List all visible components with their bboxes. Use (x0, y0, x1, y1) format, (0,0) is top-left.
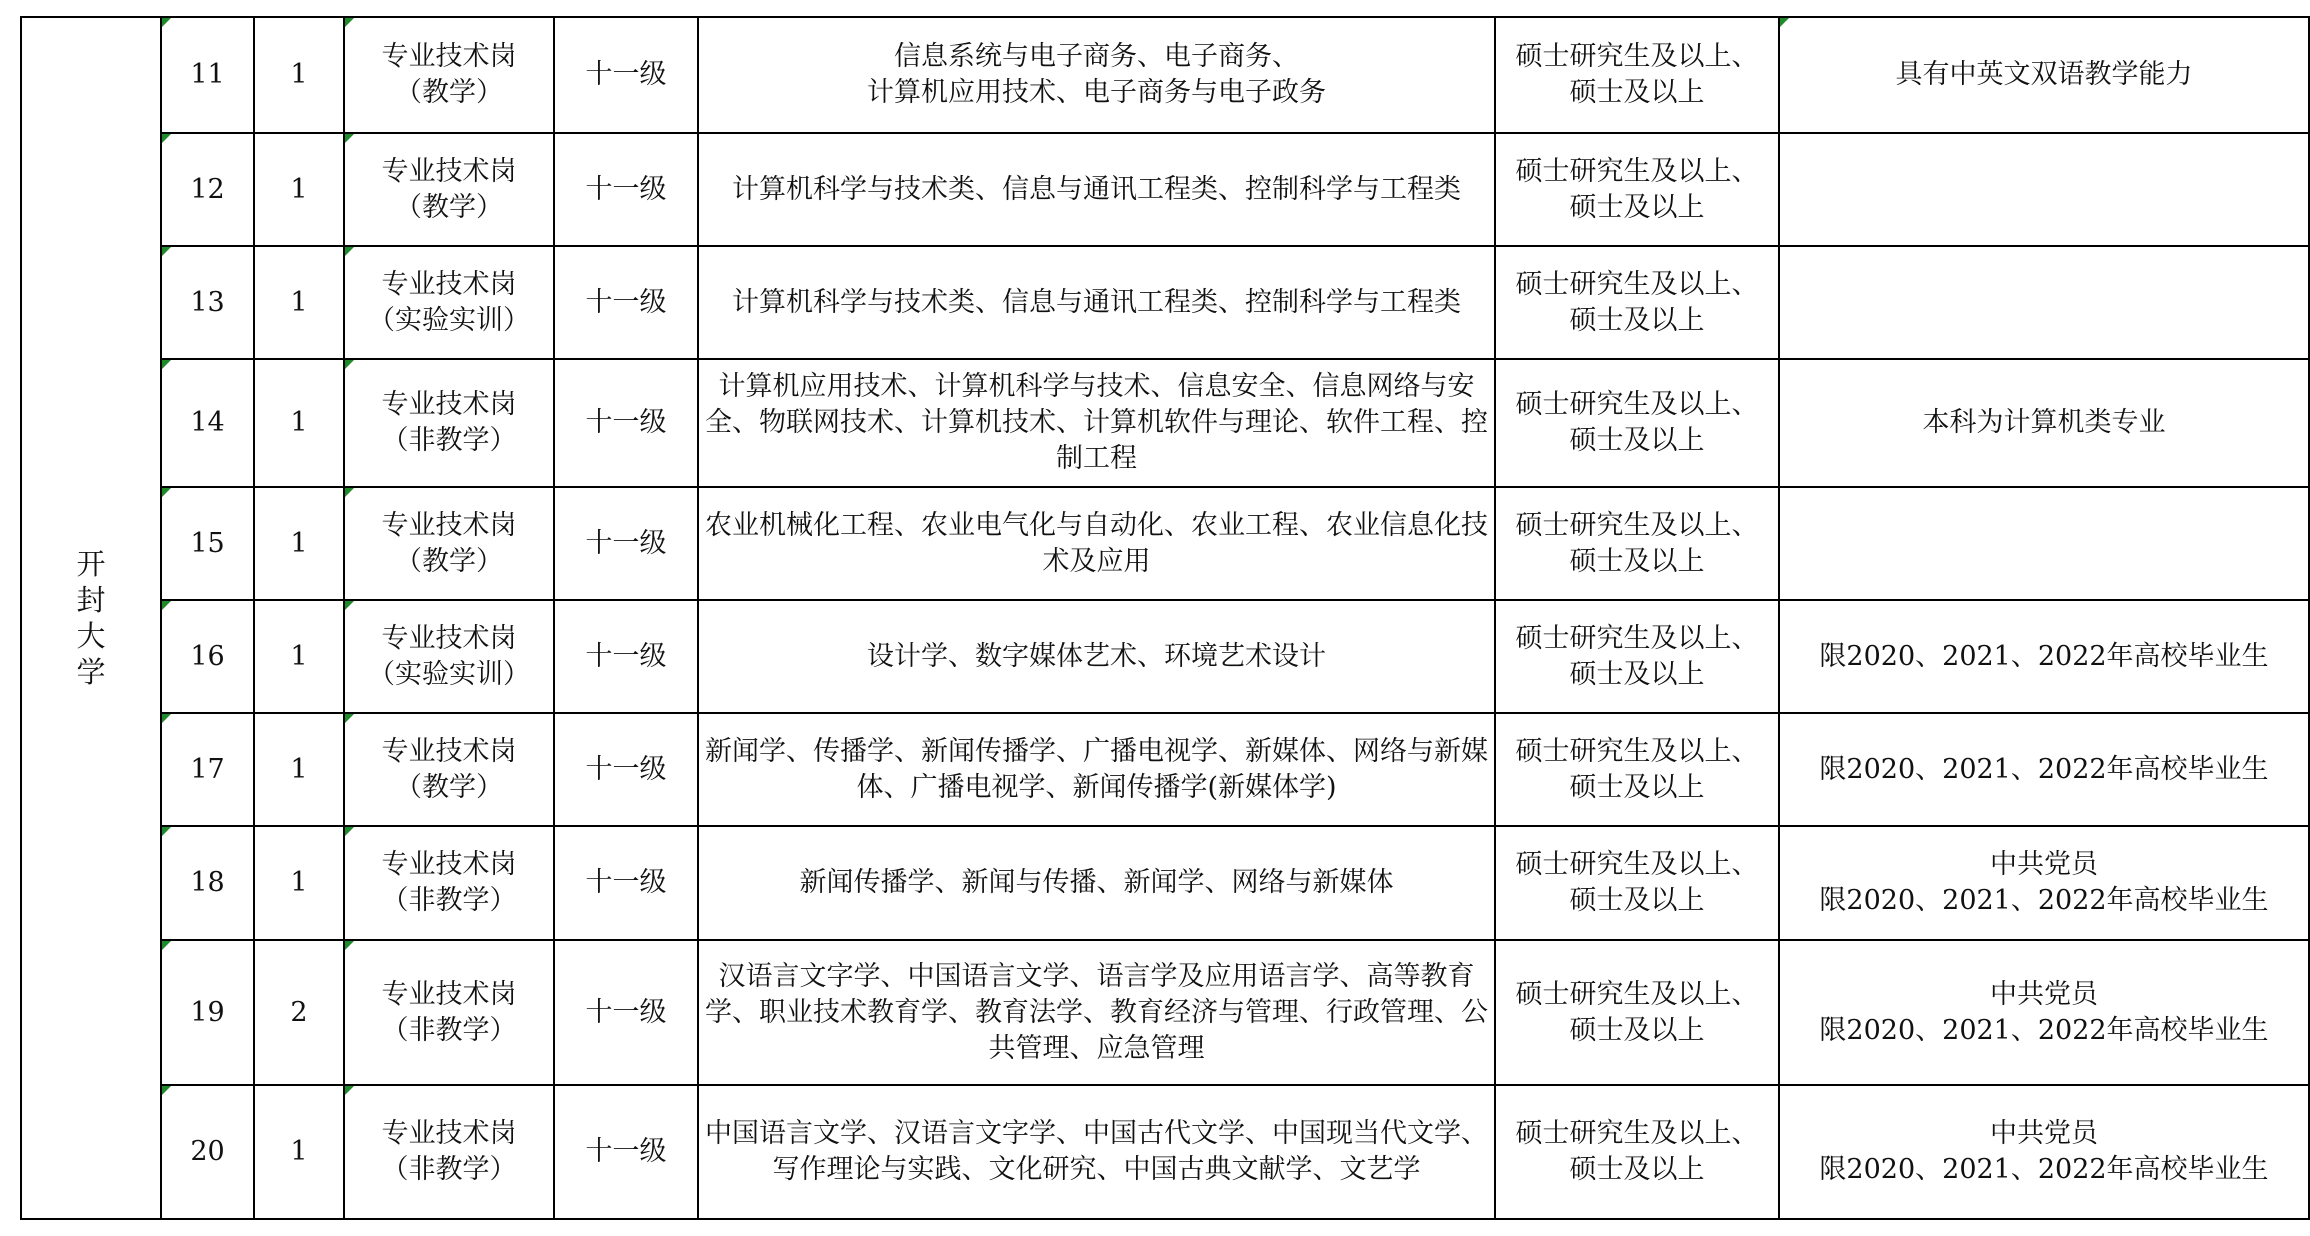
count-cell: 1 (254, 17, 344, 133)
other-cell (1779, 246, 2309, 359)
seq-cell: 16 (161, 600, 254, 713)
major-cell: 汉语言文字学、中国语言文学、语言学及应用语言学、高等教育学、职业技术教育学、教育法学、教育经济与管理、行政管理、公共管理、应急管理 (698, 940, 1495, 1085)
education-cell: 硕士研究生及以上、 硕士及以上 (1495, 17, 1779, 133)
grade-cell: 十一级 (554, 600, 698, 713)
table-row (21, 246, 2309, 359)
unit-name: 开封大学 (76, 547, 106, 689)
major-cell: 设计学、数字媒体艺术、环境艺术设计 (698, 600, 1495, 713)
other-cell: 中共党员 限2020、2021、2022年高校毕业生 (1779, 940, 2309, 1085)
grade-cell: 十一级 (554, 940, 698, 1085)
grade-cell: 十一级 (554, 246, 698, 359)
seq-cell: 11 (161, 17, 254, 133)
post-cell: 专业技术岗 （教学） (344, 133, 554, 246)
grade-cell: 十一级 (554, 17, 698, 133)
grade-cell: 十一级 (554, 359, 698, 487)
other-cell (1779, 133, 2309, 246)
count-cell: 1 (254, 826, 344, 940)
other-cell: 中共党员 限2020、2021、2022年高校毕业生 (1779, 826, 2309, 940)
table-row (21, 133, 2309, 246)
post-cell: 专业技术岗 （实验实训） (344, 600, 554, 713)
count-cell: 2 (254, 940, 344, 1085)
education-cell: 硕士研究生及以上、 硕士及以上 (1495, 246, 1779, 359)
post-cell: 专业技术岗 （教学） (344, 487, 554, 600)
major-cell: 计算机科学与技术类、信息与通讯工程类、控制科学与工程类 (698, 133, 1495, 246)
table-row (21, 826, 2309, 940)
table-row (21, 17, 2309, 133)
seq-cell: 20 (161, 1085, 254, 1219)
major-cell: 新闻传播学、新闻与传播、新闻学、网络与新媒体 (698, 826, 1495, 940)
table-row (21, 487, 2309, 600)
seq-cell: 18 (161, 826, 254, 940)
major-cell: 农业机械化工程、农业电气化与自动化、农业工程、农业信息化技术及应用 (698, 487, 1495, 600)
education-cell: 硕士研究生及以上、 硕士及以上 (1495, 359, 1779, 487)
post-cell: 专业技术岗 （教学） (344, 17, 554, 133)
table-row (21, 1085, 2309, 1219)
post-cell: 专业技术岗 （非教学） (344, 940, 554, 1085)
education-cell: 硕士研究生及以上、 硕士及以上 (1495, 600, 1779, 713)
other-cell: 中共党员 限2020、2021、2022年高校毕业生 (1779, 1085, 2309, 1219)
major-cell: 信息系统与电子商务、电子商务、 计算机应用技术、电子商务与电子政务 (698, 17, 1495, 133)
education-cell: 硕士研究生及以上、 硕士及以上 (1495, 487, 1779, 600)
seq-cell: 12 (161, 133, 254, 246)
grade-cell: 十一级 (554, 133, 698, 246)
education-cell: 硕士研究生及以上、 硕士及以上 (1495, 826, 1779, 940)
table-body (21, 17, 2309, 1219)
grade-cell: 十一级 (554, 713, 698, 826)
seq-cell: 19 (161, 940, 254, 1085)
table-row (21, 713, 2309, 826)
post-cell: 专业技术岗 （非教学） (344, 826, 554, 940)
unit-name-cell (21, 17, 161, 1219)
other-cell: 限2020、2021、2022年高校毕业生 (1779, 600, 2309, 713)
count-cell: 1 (254, 359, 344, 487)
count-cell: 1 (254, 713, 344, 826)
other-cell: 本科为计算机类专业 (1779, 359, 2309, 487)
seq-cell: 17 (161, 713, 254, 826)
recruitment-table (20, 16, 2310, 1220)
table-row (21, 359, 2309, 487)
other-cell (1779, 487, 2309, 600)
grade-cell: 十一级 (554, 487, 698, 600)
grade-cell: 十一级 (554, 826, 698, 940)
post-cell: 专业技术岗 （非教学） (344, 359, 554, 487)
table-row (21, 600, 2309, 713)
count-cell: 1 (254, 1085, 344, 1219)
grade-cell: 十一级 (554, 1085, 698, 1219)
education-cell: 硕士研究生及以上、 硕士及以上 (1495, 713, 1779, 826)
education-cell: 硕士研究生及以上、 硕士及以上 (1495, 940, 1779, 1085)
major-cell: 计算机应用技术、计算机科学与技术、信息安全、信息网络与安全、物联网技术、计算机技术、计算机软件与理论、软件工程、控制工程 (698, 359, 1495, 487)
major-cell: 计算机科学与技术类、信息与通讯工程类、控制科学与工程类 (698, 246, 1495, 359)
other-cell: 具有中英文双语教学能力 (1779, 17, 2309, 133)
post-cell: 专业技术岗 （教学） (344, 713, 554, 826)
education-cell: 硕士研究生及以上、 硕士及以上 (1495, 133, 1779, 246)
seq-cell: 14 (161, 359, 254, 487)
table-row (21, 940, 2309, 1085)
other-cell: 限2020、2021、2022年高校毕业生 (1779, 713, 2309, 826)
post-cell: 专业技术岗 （非教学） (344, 1085, 554, 1219)
count-cell: 1 (254, 487, 344, 600)
major-cell: 新闻学、传播学、新闻传播学、广播电视学、新媒体、网络与新媒体、广播电视学、新闻传播学(新媒体学) (698, 713, 1495, 826)
seq-cell: 13 (161, 246, 254, 359)
post-cell: 专业技术岗 （实验实训） (344, 246, 554, 359)
count-cell: 1 (254, 246, 344, 359)
count-cell: 1 (254, 600, 344, 713)
education-cell: 硕士研究生及以上、 硕士及以上 (1495, 1085, 1779, 1219)
count-cell: 1 (254, 133, 344, 246)
seq-cell: 15 (161, 487, 254, 600)
major-cell: 中国语言文学、汉语言文字学、中国古代文学、中国现当代文学、写作理论与实践、文化研究、中国古典文献学、文艺学 (698, 1085, 1495, 1219)
